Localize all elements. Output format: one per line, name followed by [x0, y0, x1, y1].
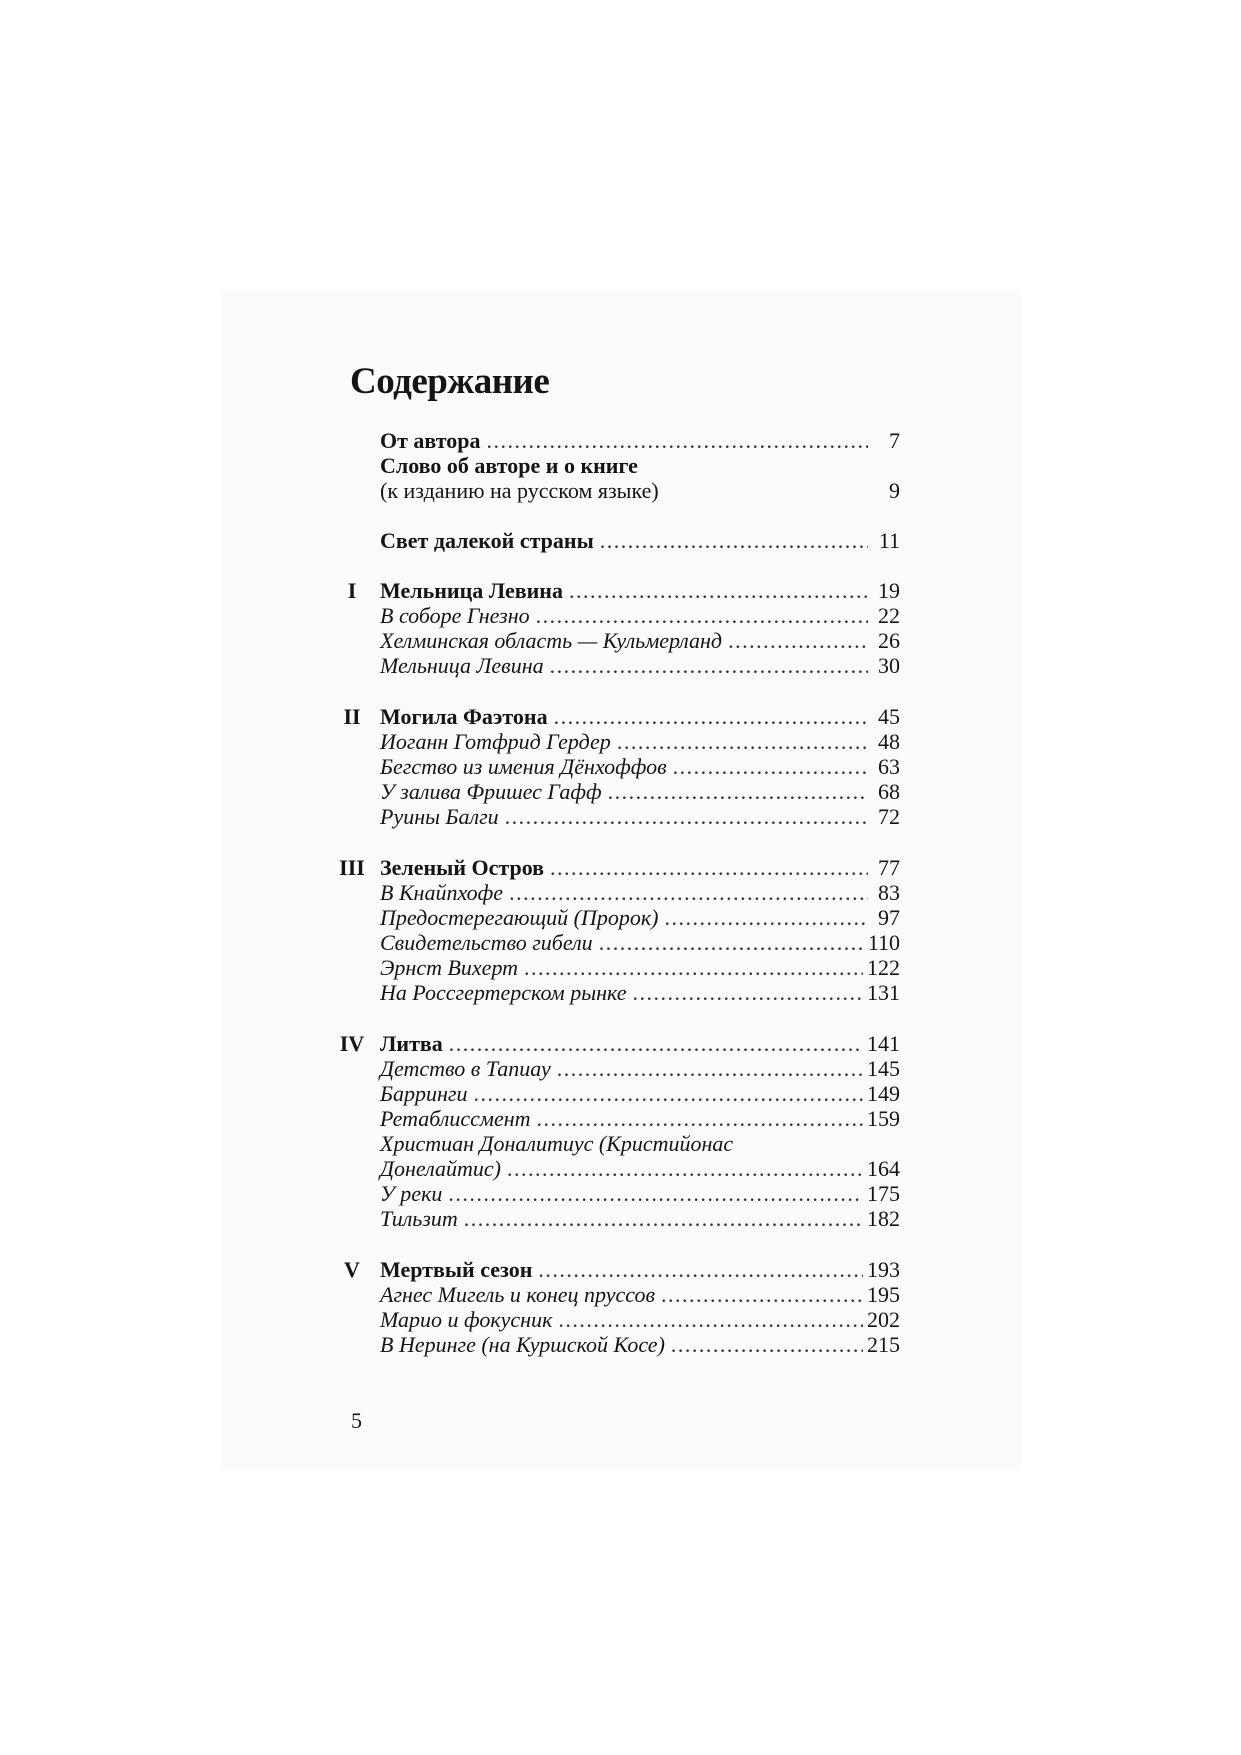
toc-entry-title: В соборе Гнезно	[380, 603, 530, 628]
toc-page-number: 72	[878, 804, 900, 829]
toc-entry-about-author-line1[interactable]: Слово об авторе и о книге	[380, 453, 638, 478]
toc-chapter-entry[interactable]	[380, 779, 900, 804]
dot-leader	[538, 1257, 863, 1282]
toc-page-number: 145	[867, 1056, 900, 1081]
toc-page-number: 182	[867, 1206, 900, 1231]
toc-chapter-entry[interactable]	[380, 1332, 900, 1357]
part-numeral: III	[339, 855, 365, 880]
toc-chapter-entry[interactable]	[380, 1282, 900, 1307]
part-numeral: V	[344, 1257, 360, 1282]
toc-entry-title: Донелайтис)	[380, 1156, 501, 1181]
dot-leader	[505, 804, 868, 829]
toc-page-number: 83	[878, 880, 900, 905]
toc-chapter-entry[interactable]	[380, 603, 900, 628]
part-numeral: I	[347, 578, 357, 603]
dot-leader	[554, 704, 868, 729]
dot-leader	[550, 653, 868, 678]
toc-chapter-entry[interactable]	[380, 754, 900, 779]
toc-entry-title: Хелминская область — Кульмерланд	[380, 628, 723, 653]
dot-leader	[664, 905, 868, 930]
toc-page-number: 26	[878, 628, 900, 653]
toc-page-number: 97	[878, 905, 900, 930]
toc-chapter-entry[interactable]	[380, 1206, 900, 1231]
toc-chapter-entry[interactable]	[380, 1081, 900, 1106]
toc-chapter-entry[interactable]	[380, 880, 900, 905]
dot-leader	[661, 1282, 863, 1307]
toc-part-entry[interactable]	[380, 855, 900, 880]
toc-page-number: 7	[889, 428, 900, 453]
toc-chapter-entry-line2[interactable]	[380, 1156, 900, 1181]
toc-entry-title: Мельница Левина	[380, 578, 563, 603]
dot-leader	[671, 1332, 863, 1357]
toc-page-number: 11	[878, 528, 900, 553]
toc-entry-title: На Россгертерском рынке	[380, 980, 627, 1005]
toc-entry-title: Ретаблиссмент	[380, 1106, 531, 1131]
toc-page-number: 9	[889, 478, 900, 503]
toc-page-number: 159	[867, 1106, 900, 1131]
toc-page-number: 141	[867, 1031, 900, 1056]
dot-leader	[550, 855, 868, 880]
toc-entry-title: Зеленый Остров	[380, 855, 545, 880]
toc-entry-title: Руины Балги	[380, 804, 499, 829]
toc-entry-title: (к изданию на русском языке)	[380, 478, 659, 503]
dot-leader	[537, 1106, 863, 1131]
toc-entry-title: Агнес Мигель и конец пруссов	[380, 1282, 656, 1307]
dot-leader	[509, 880, 868, 905]
toc-part-entry[interactable]	[380, 704, 900, 729]
toc-part-entry[interactable]	[380, 1257, 900, 1282]
page-number-footer: 5	[351, 1408, 362, 1433]
toc-entry-title: У реки	[380, 1181, 443, 1206]
toc-page-number: 68	[878, 779, 900, 804]
toc-entry-title: Марио и фокусник	[380, 1307, 553, 1332]
toc-page-number: 149	[867, 1081, 900, 1106]
dot-leader	[608, 779, 868, 804]
toc-part-entry[interactable]	[380, 1031, 900, 1056]
toc-entry-title: Эрнст Вихерт	[380, 955, 519, 980]
dot-leader	[617, 729, 868, 754]
toc-page-number: 22	[878, 603, 900, 628]
toc-page-number: 122	[867, 955, 900, 980]
dot-leader	[599, 930, 864, 955]
dot-leader	[473, 1081, 863, 1106]
dot-leader	[507, 1156, 863, 1181]
toc-entry-title: В Кнайпхофе	[380, 880, 504, 905]
toc-page-number: 131	[867, 980, 900, 1005]
toc-page-number: 202	[867, 1307, 900, 1332]
toc-chapter-entry[interactable]	[380, 955, 900, 980]
dot-leader	[449, 1031, 863, 1056]
toc-chapter-entry-line1[interactable]: Христиан Доналитиус (Кристийонас	[380, 1131, 734, 1156]
toc-chapter-entry[interactable]	[380, 905, 900, 930]
toc-page-number: 48	[878, 729, 900, 754]
dot-leader	[633, 980, 863, 1005]
dot-leader	[487, 428, 868, 453]
page-title: Содержание	[350, 361, 550, 402]
toc-part-entry[interactable]	[380, 578, 900, 603]
toc-page-number: 215	[867, 1332, 900, 1357]
toc-page-number: 19	[878, 578, 900, 603]
toc-page-number: 77	[878, 855, 900, 880]
toc-page-number: 45	[878, 704, 900, 729]
toc-entry-title: Детство в Тапиау	[380, 1056, 551, 1081]
toc-chapter-entry[interactable]	[380, 1307, 900, 1332]
part-numeral: II	[343, 704, 361, 729]
dot-leader	[524, 955, 863, 980]
toc-entry-title: Свет далекой страны	[380, 528, 594, 553]
dot-leader	[558, 1307, 863, 1332]
part-numeral: IV	[339, 1031, 365, 1056]
toc-page-number: 175	[867, 1181, 900, 1206]
toc-page-number: 164	[867, 1156, 900, 1181]
toc-entry-title: Бегство из имения Дёнхоффов	[380, 754, 667, 779]
toc-entry-light-of-distant-land[interactable]	[380, 528, 900, 553]
dot-leader	[557, 1056, 863, 1081]
toc-chapter-entry[interactable]	[380, 980, 900, 1005]
toc-page-number: 195	[867, 1282, 900, 1307]
dot-leader	[569, 578, 868, 603]
toc-entry-title: От автора	[380, 428, 481, 453]
dot-leader	[448, 1181, 863, 1206]
dot-leader	[673, 754, 868, 779]
toc-entry-title: Тильзит	[380, 1206, 458, 1231]
toc-entry-title: Предостерегающий (Пророк)	[380, 905, 659, 930]
toc-page-number: 30	[878, 653, 900, 678]
toc-page-number: 63	[878, 754, 900, 779]
toc-chapter-entry[interactable]	[380, 653, 900, 678]
toc-chapter-entry[interactable]	[380, 804, 900, 829]
toc-entry-title: В Неринге (на Куршской Косе)	[380, 1332, 665, 1357]
toc-chapter-entry[interactable]	[380, 729, 900, 754]
toc-page-number: 110	[867, 930, 900, 955]
toc-entry-from-author[interactable]	[380, 428, 900, 453]
toc-entry-title: Иоганн Готфрид Гердер	[380, 729, 611, 754]
toc-entry-about-author-line2[interactable]	[380, 478, 900, 503]
toc-entry-title: Барринги	[380, 1081, 468, 1106]
toc-entry-title: Могила Фаэтона	[380, 704, 548, 729]
toc-entry-title: Мертвый сезон	[380, 1257, 533, 1282]
toc-chapter-entry[interactable]	[380, 1056, 900, 1081]
toc-page-number: 193	[867, 1257, 900, 1282]
toc-entry-title: Свидетельство гибели	[380, 930, 593, 955]
dot-leader	[536, 603, 868, 628]
toc-chapter-entry[interactable]	[380, 628, 900, 653]
toc-entry-title: Литва	[380, 1031, 443, 1056]
dot-leader	[600, 528, 868, 553]
toc-chapter-entry[interactable]	[380, 1106, 900, 1131]
toc-entry-title: Мельница Левина	[380, 653, 544, 678]
toc-chapter-entry[interactable]	[380, 1181, 900, 1206]
dot-leader	[728, 628, 868, 653]
toc-chapter-entry[interactable]	[380, 930, 900, 955]
dot-leader	[464, 1206, 863, 1231]
toc-entry-title: У залива Фришес Гафф	[380, 779, 602, 804]
